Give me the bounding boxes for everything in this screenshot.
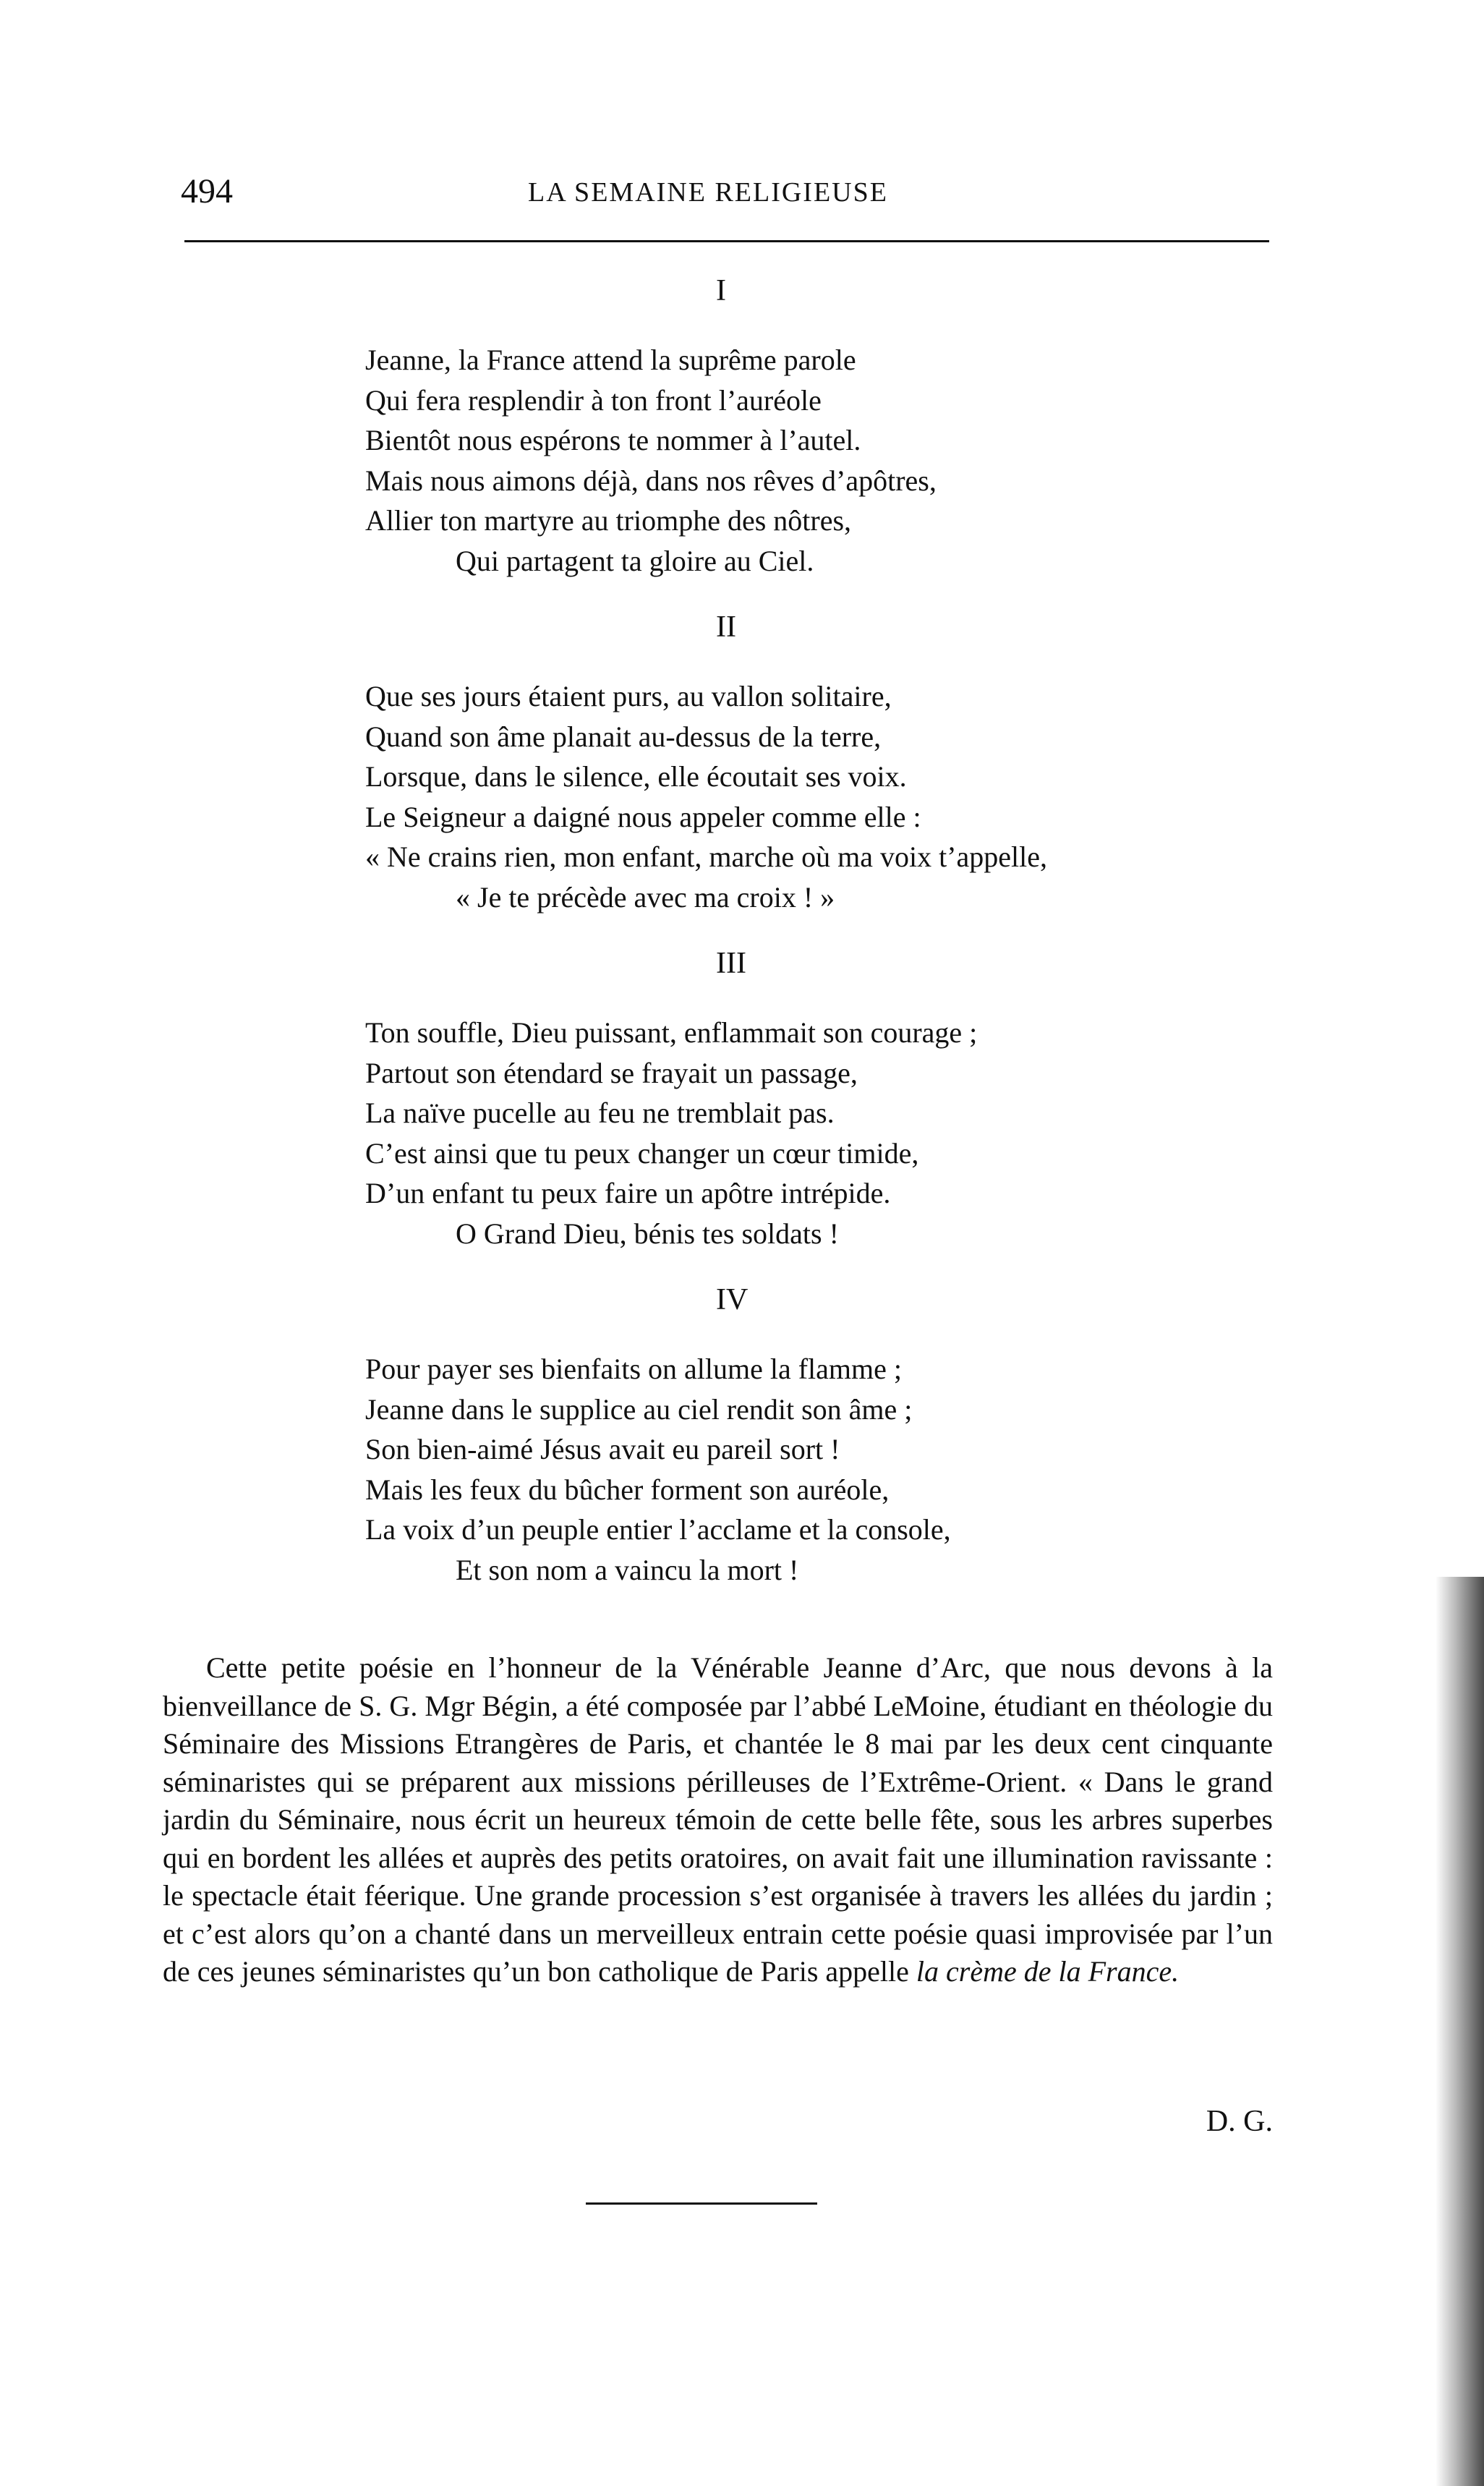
poem-line: Qui partagent ta gloire au Ciel. [456,544,814,577]
stanza-4 [365,1277,1269,1590]
end-rule [586,2202,817,2205]
poem-line: Mais les feux du bûcher forment son auréole, [365,1473,890,1506]
poem-line: Que ses jours étaient purs, au vallon solitaire, [365,680,892,712]
poem-line: Bientôt nous espérons te nommer à l’autel. [365,424,861,456]
poem-line: Mais nous aimons déjà, dans nos rêves d’apôtres, [365,464,937,497]
scan-edge-shadow [1436,1577,1484,2486]
poem-line: La naïve pucelle au feu ne tremblait pas. [365,1097,835,1129]
stanza-numeral: III [716,947,746,980]
poem-line: Allier ton martyre au triomphe des nôtres, [365,504,852,537]
commentary-text: Cette petite poésie en l’honneur de la Vénérable Jeanne d’Arc, que nous devons à la bienveillance de S. G. Mgr Bégin, a été composée par l’abbé LeMoine, étudiant en théologie du Séminaire des Missions Etrangères de Paris, et chantée le 8 mai par les deux cent cinquante séminaristes qui se préparent aux missions périlleuses de l’Extrême-Orient. « Dans le grand jardin du Séminaire, nous écrit un heureux témoin de cette belle fête, sous les arbres superbes qui en bordent les allées et auprès des petits oratoires, on avait fait une illumination ravissante : le spectacle était féerique. Une grande procession s’est organisée à travers les allées du jardin ; et c’est alors qu’on a chanté dans un merveilleux entrain cette poésie quasi improvisée par l’un de ces jeunes séminaristes qu’un bon catholique de Paris appelle [163,1651,1273,1988]
poem-line: C’est ainsi que tu peux changer un cœur timide, [365,1136,919,1170]
poem-line: Jeanne dans le supplice au ciel rendit son âme ; [365,1392,913,1426]
poem-line: Ton souffle, Dieu puissant, enflammait son courage ; [365,1016,978,1049]
poem-line: Partout son étendard se frayait un passage, [365,1056,858,1089]
poem-line: Jeanne, la France attend la suprême parole [365,344,856,376]
poem-line: Lorsque, dans le silence, elle écoutait ses voix. [365,760,907,793]
running-title: LA SEMAINE RELIGIEUSE [528,177,888,208]
poem-line: Qui fera resplendir à ton front l’auréole [365,383,822,417]
poem-line: La voix d’un peuple entier l’acclame et la console, [365,1513,951,1546]
commentary-italic-tail: la crème de la France. [916,1955,1180,1988]
stanza-numeral: I [716,274,726,307]
poem-line: Pour payer ses bienfaits on allume la flamme ; [365,1353,903,1385]
stanza-3 [365,940,1269,1253]
stanza-numeral: II [716,610,736,644]
header-rule [184,240,1269,242]
stanza-numeral: IV [716,1283,749,1316]
poem-line: Et son nom a vaincu la mort ! [456,1553,799,1586]
poem-line: D’un enfant tu peux faire un apôtre intrépide. [365,1177,891,1209]
signature: D. G. [1206,2105,1273,2138]
poem-line: Le Seigneur a daigné nous appeler comme elle : [365,800,921,833]
stanza-1 [365,268,1269,581]
stanza-2 [365,604,1269,917]
commentary-paragraph [163,1649,1273,1991]
page-number: 494 [181,172,233,210]
poem-line: Quand son âme planait au-dessus de la terre, [365,720,882,753]
poem [365,268,1269,1613]
poem-line: « Je te précède avec ma croix ! » [456,880,835,914]
poem-line: O Grand Dieu, bénis tes soldats ! [456,1217,839,1250]
page-header [181,170,1266,221]
poem-line: Son bien-aimé Jésus avait eu pareil sort ! [365,1433,840,1465]
poem-line: « Ne crains rien, mon enfant, marche où ma voix t’appelle, [365,840,1047,873]
